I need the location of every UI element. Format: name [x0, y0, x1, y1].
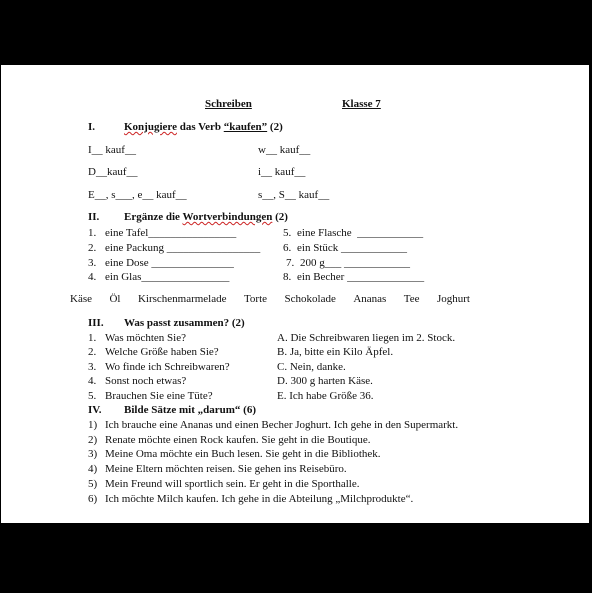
item-number: 6): [88, 493, 98, 505]
conjugation-blank: w__ kauf__: [258, 144, 311, 156]
word-bank-item: Kirschenmarmelade: [137, 293, 227, 305]
phrase-blank: eine Flasche ____________: [297, 227, 424, 239]
section-2-heading: [124, 210, 288, 224]
phrase-blank: ein Glas________________: [105, 271, 230, 283]
section-4-numeral: IV.: [88, 404, 102, 416]
section-3-heading: Was passt zusammen? (2): [124, 317, 245, 329]
heading-word: Wortverbindungen: [182, 211, 273, 223]
item-number: 2.: [88, 346, 97, 358]
heading-word: das Verb: [176, 121, 224, 133]
sentence: Meine Oma möchte ein Buch lesen. Sie geht in die Bibliothek.: [105, 448, 381, 460]
word-bank-item: Joghurt: [436, 293, 470, 305]
question: Brauchen Sie eine Tüte?: [105, 390, 213, 402]
item-number: 5.: [283, 227, 292, 239]
heading-word: “kaufen”: [223, 121, 268, 133]
section-3-numeral: III.: [88, 317, 104, 329]
word-bank: [70, 292, 470, 306]
phrase-blank: eine Tafel________________: [105, 227, 237, 239]
answer: B. Ja, bitte ein Kilo Äpfel.: [277, 346, 394, 358]
conjugation-blank: i__ kauf__: [258, 166, 306, 178]
word-bank-item: Öl: [109, 293, 121, 305]
sentence: Ich möchte Milch kaufen. Ich gehe in die Abteilung „Milchprodukte“.: [105, 493, 414, 505]
word-bank-item: Käse: [70, 293, 92, 305]
question: Sonst noch etwas?: [105, 375, 187, 387]
heading-word: (2): [272, 211, 288, 223]
item-number: 2.: [88, 242, 97, 254]
question: Welche Größe haben Sie?: [105, 346, 219, 358]
sentence: Mein Freund will sportlich sein. Er geht in die Sporthalle.: [105, 478, 360, 490]
item-number: 3): [88, 448, 98, 460]
item-number: 5): [88, 478, 98, 490]
item-number: 1.: [88, 227, 97, 239]
section-2-numeral: II.: [88, 211, 100, 223]
word-bank-item: Schokolade: [284, 293, 336, 305]
worksheet-title: Schreiben: [205, 98, 252, 110]
item-number: 1.: [88, 332, 97, 344]
phrase-blank: ein Stück ____________: [297, 242, 407, 254]
word-bank-item: Tee: [403, 293, 420, 305]
heading-word: (2): [267, 121, 283, 133]
conjugation-blank: D__kauf__: [88, 166, 138, 178]
sentence: Meine Eltern möchten reisen. Sie gehen ins Reisebüro.: [105, 463, 347, 475]
item-number: 4.: [88, 271, 97, 283]
section-4-heading: Bilde Sätze mit „darum“ (6): [124, 404, 256, 416]
answer: D. 300 g harten Käse.: [277, 375, 373, 387]
item-number: 6.: [283, 242, 292, 254]
item-number: 2): [88, 434, 98, 446]
heading-word: Ergänze die: [124, 211, 183, 223]
answer: E. Ich habe Größe 36.: [277, 390, 374, 402]
phrase-blank: 200 g___ ____________: [300, 257, 410, 269]
item-number: 7.: [286, 257, 295, 269]
class-label: Klasse 7: [342, 98, 381, 110]
item-number: 8.: [283, 271, 292, 283]
item-number: 3.: [88, 257, 97, 269]
item-number: 3.: [88, 361, 97, 373]
item-number: 4): [88, 463, 98, 475]
heading-word: Konjugiere: [124, 121, 177, 133]
item-number: 4.: [88, 375, 97, 387]
word-bank-item: Torte: [243, 293, 268, 305]
conjugation-blank: I__ kauf__: [88, 144, 136, 156]
item-number: 5.: [88, 390, 97, 402]
question: Was möchten Sie?: [105, 332, 186, 344]
item-number: 1): [88, 419, 98, 431]
section-1-numeral: I.: [88, 121, 96, 133]
sentence: Ich brauche eine Ananas und einen Becher Joghurt. Ich gehe in den Supermarkt.: [105, 419, 459, 431]
word-bank-item: Ananas: [353, 293, 387, 305]
phrase-blank: eine Dose _______________: [105, 257, 234, 269]
conjugation-blank: E__, s___, e__ kauf__: [88, 189, 187, 201]
answer: A. Die Schreibwaren liegen im 2. Stock.: [277, 332, 456, 344]
answer: C. Nein, danke.: [277, 361, 346, 373]
sentence: Renate möchte einen Rock kaufen. Sie geht in die Boutique.: [105, 434, 371, 446]
phrase-blank: ein Becher ______________: [297, 271, 425, 283]
conjugation-blank: s__, S__ kauf__: [258, 189, 330, 201]
section-1-heading: [124, 120, 283, 134]
phrase-blank: eine Packung _________________: [105, 242, 261, 254]
question: Wo finde ich Schreibwaren?: [105, 361, 230, 373]
